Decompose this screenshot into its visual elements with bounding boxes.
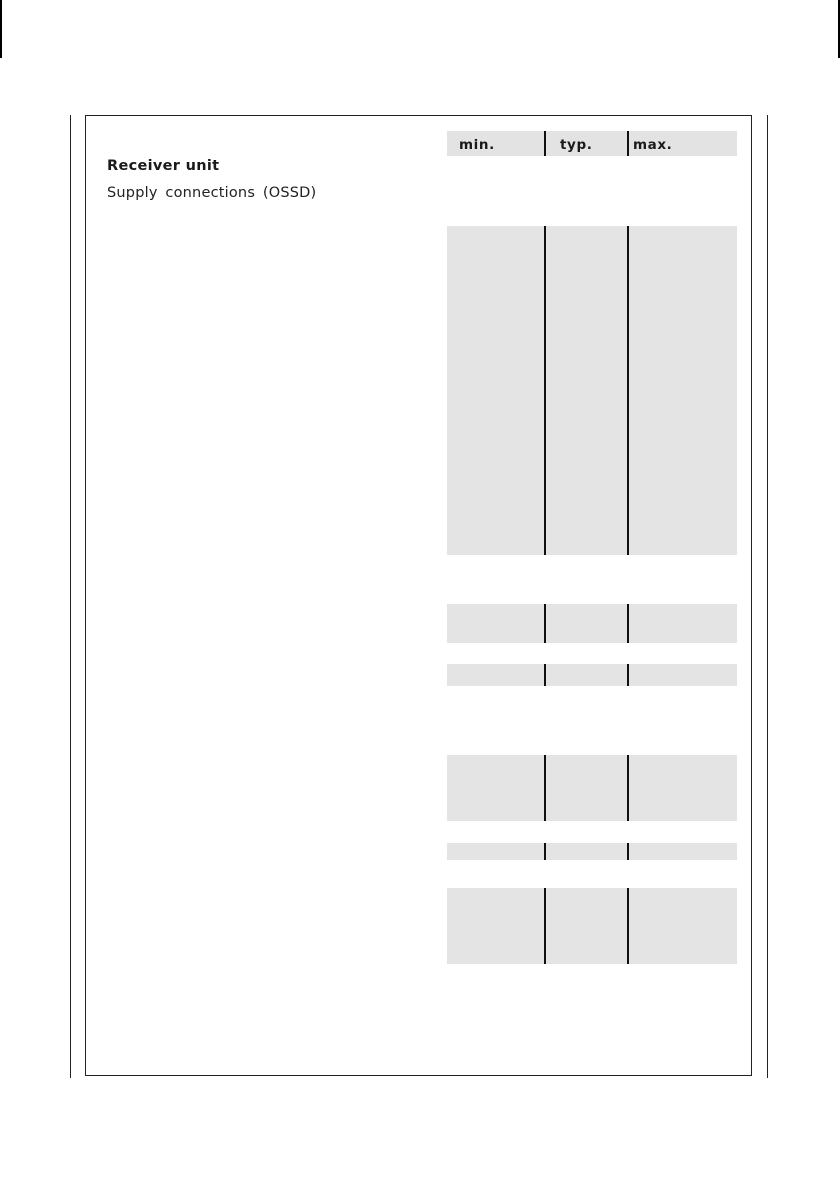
column-separator bbox=[627, 604, 629, 643]
section-subtitle: Supply connections (OSSD) bbox=[107, 185, 317, 201]
header-min: min. bbox=[459, 137, 495, 153]
table-header-row bbox=[447, 131, 737, 156]
value-block bbox=[447, 843, 737, 860]
column-separator bbox=[627, 131, 629, 156]
column-separator bbox=[544, 664, 546, 686]
column-separator bbox=[627, 664, 629, 686]
value-block bbox=[447, 226, 737, 555]
header-typ: typ. bbox=[560, 137, 593, 153]
column-separator bbox=[544, 604, 546, 643]
margin-rule-left bbox=[70, 115, 71, 1078]
column-separator bbox=[627, 755, 629, 821]
crop-mark-top-left bbox=[0, 0, 2, 58]
column-separator bbox=[544, 843, 546, 860]
header-max: max. bbox=[633, 137, 673, 153]
margin-rule-right bbox=[767, 115, 768, 1078]
value-block bbox=[447, 604, 737, 643]
column-separator bbox=[627, 888, 629, 964]
column-separator bbox=[627, 226, 629, 555]
column-separator bbox=[544, 888, 546, 964]
section-title: Receiver unit bbox=[107, 158, 220, 174]
column-separator bbox=[544, 755, 546, 821]
column-separator bbox=[544, 131, 546, 156]
value-block bbox=[447, 888, 737, 964]
value-block bbox=[447, 664, 737, 686]
column-separator bbox=[627, 843, 629, 860]
column-separator bbox=[544, 226, 546, 555]
value-block bbox=[447, 755, 737, 821]
